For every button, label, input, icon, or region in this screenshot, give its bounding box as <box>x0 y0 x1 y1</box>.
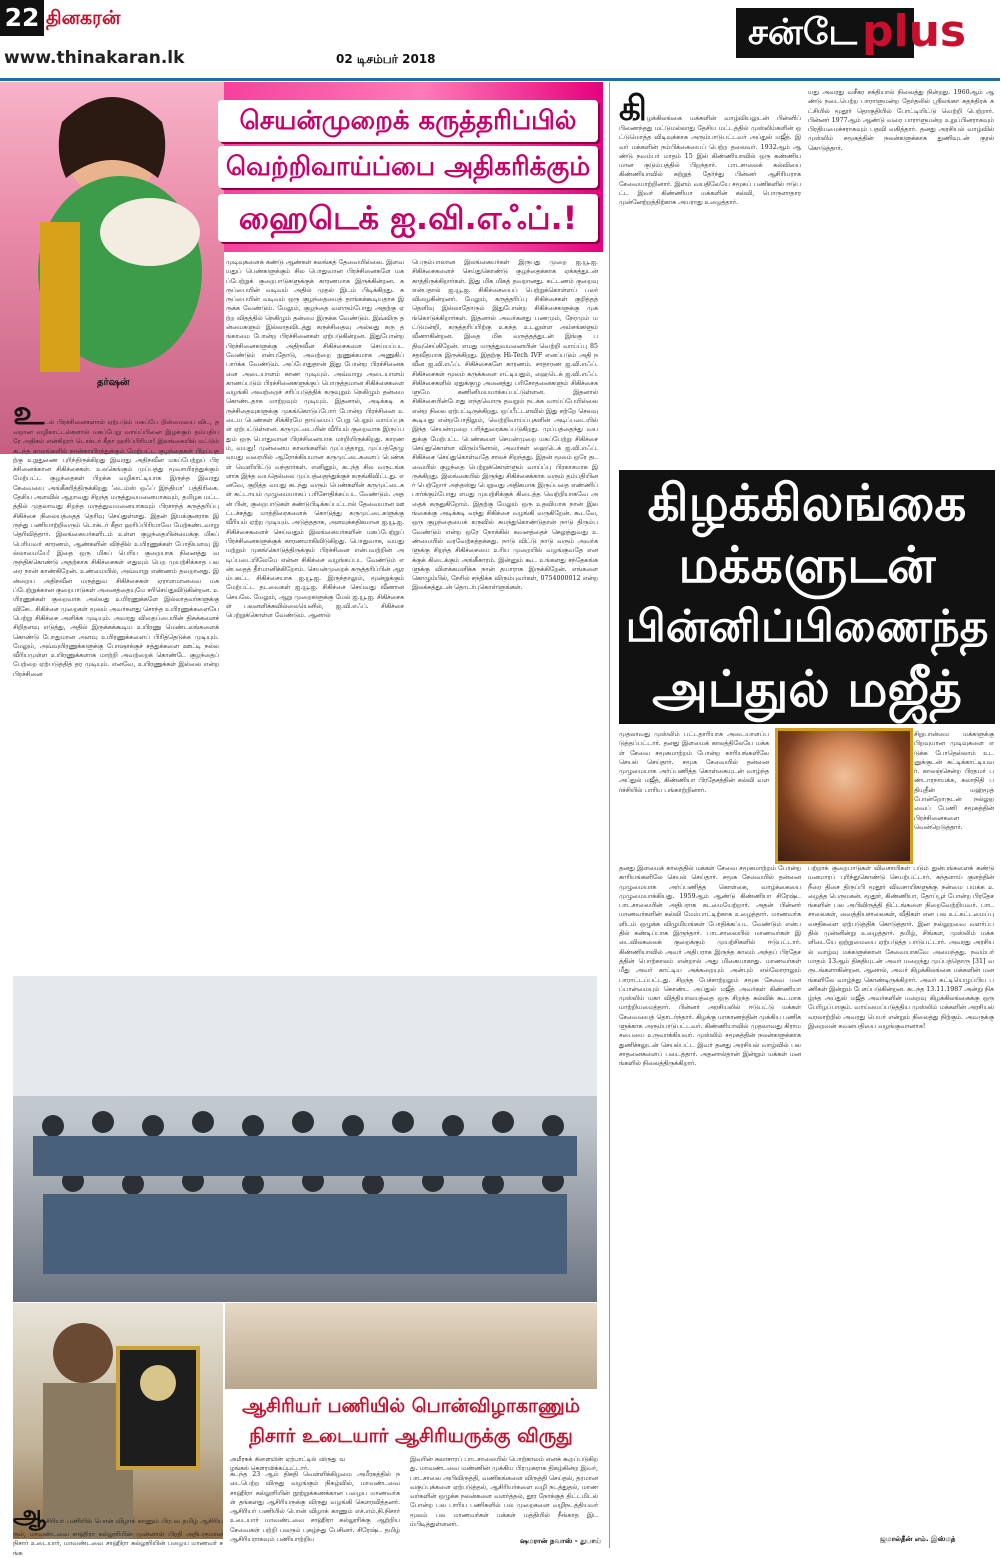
byline: தர்ஷன் <box>97 377 130 388</box>
majeed-credit: ஜமால்தீன் எம். இஸ்மத் <box>880 1535 956 1543</box>
section-logo-plus: plus <box>862 6 967 57</box>
page-number: 22 <box>0 0 44 36</box>
majeed-title <box>619 470 995 724</box>
award-column-2: கடந்த 23 ஆம் திகதி வெள்ளிக்கிழமை அமீரகத்தில் நடைபெற்ற விருது வழங்கும் நிகழ்வில், மாவண்டவை சாஹிரா கல்லூரியின் நூற்றுக்கணக்கான பழைய மாணவர்கள் தங்களது ஆசிரியருக்கு விருது வழங்கி கௌரவித்தனர். ஆசிரியர் பணியில் பொன் விழாக் காணும் எச்.எம்.நி.நிசார் உடையார் மாவண்டவை சாஹிரா கல்லூரிக்கு ஆற்றிய சேவைகள் பற்றி பலரும் புகழ்ந்து பேசினர். சிரேஷ்ட தமிழ் ஆசிரியராகவும் பணியாற்றிய <box>230 1471 403 1544</box>
article1-column-1: உடல் பிரச்சினைகளால் ஏற்படும் மகப்பே றின்மையை விட, தவறான வழிகாட்டல்களால் மகப்பேறு வாய்ப்பினை இழக்கும் தம்பதியரே அதிகம் என்கிறார் டொக்டர் கீதா ஹரிப்பிரியா! இலங்கையில் மட்டும் கடந்த காலங்களில் நான்காயிரத்துக்கும் மேற்பட்ட குழந்தைகள் பிறப்பதற்கு உறுதுணை புரிந்திருக்கிறது இவரது அதிநவீன மகப்பேற்றுப் பிரச்சினைக்கான சிகிச்சைகள். உலகெங்கும் முப்பத்து மூவாயிரத்துக்கும் மேற்பட்ட குழந்தைகள் பிறக்க வழிகாட்டியாக இருந்த இவரது சேவையை அங்கீகரித்திருக்கிறது 'டைம்ஸ் ஒஃப் இந்தியா' பத்திரிகை. தேசிய அளவில் ஆறாவது சிறந்த மருத்துவமனையாகவும், தமிழக மட்டத்தில் முதலாவது சிறந்த மருத்துவமனையாகவும் பிரசாந்த் கருத்தரிப்பு சிகிச்சை நிலையத்தைத் தெரிவு செய்துள்ளது. இதன் இயக்குனராக இருந்து பணியாற்றிவரும் டொக்டர் கீதா ஹரிப்பிரியாவே மேற்கண்டவாறு தெரிவித்தார். இலங்கையர்களிடம் உள்ள குழந்தையின்மைக்கு மிகப் பெரியவர் காரணம், ஆண்களின் விந்தில் உயிரணுக்கள் போதியளவு இல்லாமையே! இதை ஒரு மிகப் பெரிய குறையாக நினைத்து வருந்திக்கொண்டு அதற்காக சிகிச்சைகள் எதுவும் பெற முயற்சிக்காத பலரை நான் காண்கிறேன். உண்மையில், அவ்வாறு எண்ணம் தவறானது. இன்றைய அதிநவீன மருத்துவ சிகிச்சைகள் ஏராளமானவை மகப்பேற்றுக்கான குறைபாடுகள் அனைத்தையுமே சரிசெய்துவிடுகின்றன. உயிரணுக்கள் குறைவாக அல்லது உயிரணுக்களே இல்லாதவர்களுக்கு விசேட சிகிச்சை முறைகள் மூலம் அவர்களது சொந்த உயிரணுக்களையே பெற்று சிகிச்சை அளிக்க முடியும். அவரது விதைப்பையின் திசுக்களைச் சிறிதளவு எடுத்து, அதில் இருக்கக்கூடிய உயிரணு மெண்டலங்களைக் கொண்டு போதுமான அளவு உயிரணுக்களைப் பிரித்தெடுக்க முடியும். மேலும், அவ்வுயிரணுக்களுக்கு போஷாக்குச் சத்துக்களை ஊட்டி நல்ல வீரியமுள்ள உயிரணுக்களாக மாற்றி அவற்றைக் கொண்டே குழந்தைப் பேற்றை ஏற்படுத்தித் தர முடியும். எனவே, உயிரணுக்கள் இல்லை என்ற பிரச்சினை <box>13 393 222 678</box>
newspaper-logo: தினகரன் <box>46 7 121 29</box>
headline-line-1: செயன்முறைக் கருத்தரிப்பில் <box>218 100 598 142</box>
majeed-mid-column-1: முதலாவது முஸ்லிம் பட்டதாரியாக அடையாளப்படுத்தப்பட்டார். தனது இளமைக் காலத்திலேயே மக்கள் சேவை சமூகமாற்றம் போன்ற காரியங்களிலே செயல் செய்தார். சமூக சேவையில் தன்னை முழுமையாக அர்ப்பணித்த கொள்கையுடன் வாழ்ந்த அப்துல் மஜீத், கிண்ணியா பிரதேசத்தின் கல்வி வளர்ச்சியில் பாரிய பங்காற்றினார். <box>619 731 772 794</box>
majeed-top-column-2: யது அவரது வசீகர சக்தியால் நிலைத்து நின்றது. 1960ஆம் ஆண்டு நடைபெற்ற பாராளுமன்ற தேர்தலில் ஸ்ரீலங்கா சுதந்திரக் கட்சியில் மூதூர் தொகுதியில் போட்டியிட்டு வெற்றி பெற்றார். பின்னர் 1977ஆம் ஆண்டு வரை பாராளுமன்ற உறுப்பினராகவும் பிரதியமைச்சராகவும் பதவி வகித்தார். தனது அரசியல் வாழ்வில் முஸ்லிம் சமூகத்தின் நலன்களுக்காக துணிவுடன் குரல் கொடுத்தார். <box>808 89 997 152</box>
headline-line-3: ஹைடெக் ஐ.வி.எஃப்.! <box>218 194 598 242</box>
dropcap: உ <box>13 393 44 433</box>
majeed-mid-column-2: சிறுபான்மை மக்களுக்கு பிறவுயான முடிவுகளை எடுக்க போதெல்லாம் உடனுக்குடன் சுட்டிக்காட்டியவர். காலஞ்சென்ற பிரதமர் பண்டாரநாயக்க, கலாநிதி பதியுதீன் மஹ்மூத் போன்றோருடன் நல்லுறவைப் பேணி சமூகத்தின் பிரச்சினைகளை வென்றெடுத்தார். <box>914 731 997 831</box>
site-url[interactable]: www.thinakaran.lk <box>4 48 185 68</box>
masthead-rule <box>0 78 1000 81</box>
headline-line-2: வெற்றிவாய்ப்பை அதிகரிக்கும் <box>218 146 598 188</box>
award-credit: ஷமரான் நவாஸ் - துபாய் <box>520 1537 602 1545</box>
group-photo <box>13 976 597 1302</box>
award-headline-line-2: நிசார் உடையார் ஆசிரியருக்கு விருது <box>249 1425 573 1447</box>
majeed-long-column-1: தனது இளமைக் காலத்தில் மக்கள் சேவை சமூகமாற்றம் போன்ற காரியங்களிலே செயல் செய்தார். சமூக சேவையில் தன்னை முழுமையாக அர்ப்பணித்த கொள்கை, வாழ்க்கையை முழுமையாக்கியது. 1959ஆம் ஆண்டு கிண்ணியா சிரேஷ்ட பாடசாலையின் அதிபராக கடமையேற்றார். அதன் பின்னர் மாணவர்களின் கல்வி மேம்பாட்டிற்காக உழைத்தார். மாணவர்களிடம் ஒழுக்க விழுமியங்கள் போதிக்கப்பட வேண்டும் என்பதில் கண்டிப்பாக இருந்தார். பாடசாலையில் மாணவர்கள் இடைவிலகலைக் குறைக்கும் முயற்சிகளில் ஈடுபட்டார். கிண்ணியாவில் அவர் அதிபராக இருந்த காலம் அந்தப் பிரதேசத்தின் பொற்காலம் என்றால் அது மிகையாகாது. மாணவர்கள் மீது அவர் காட்டிய அக்கறையும் அன்பும் எல்லோராலும் பாராட்டப்பட்டது. சிறந்த பேச்சாற்றலும் சமூக சேவை மனப்பான்மையும் கொண்ட அப்துல் மஜீத் அவர்கள் கிண்ணியா முஸ்லிம் மகா வித்தியாலயத்தை ஒரு சிறந்த கல்விக் கூடமாக மாற்றியமைத்தார். பின்னர் அரசியலில் ஈடுபட்டு மக்கள் சேவையைத் தொடர்ந்தார். கிழக்கு மாகாணத்தின் முக்கிய பணிகளுக்காக அரும்பாடுபட்டவர். கிண்ணியாவில் முதலாவது கிராம சபையை உருவாக்கியவர். முஸ்லிம் சமூகத்தின் நலன்களுக்காக துணிச்சலுடன் செயல்பட்ட இவர் தனது அரசியல் வாழ்வில் பல சாதனைகளைப் படைத்தார். அதனால்தான் இன்றும் மக்கள் மனங்களில் நிலைத்திருக்கிறார். <box>619 865 804 1068</box>
award-headline <box>225 1391 597 1453</box>
award-column-3: இவரின் கலாசாரப் பாடசாலையில் பொற்காலம் எனக் கூறப்படுகிறது. மாவண்டவை மண்ணின் முக்கிய பிரமுகராக திகழ்கின்ற இவர், பாடசாலை அபிவிருத்தி, வணிகங்களை விருத்தி செய்தல், தரமான வகுப்புக்களை ஏற்படுத்தல், ஆசிரியர்களை வழி நடத்துதல், மாணவர்களின் ஒழுக்க நலன்களை வளர்த்தல், தூர நோக்குத் திட்டமிடல் போன்ற பல பாரிய பணிகளில் பல முறைகளை வழிநடத்தியவர் மூலம் பல மாணவர்கள் மக்கள் மத்தியில் நீங்காத இடம்பிடித்துள்ளனர். <box>410 1456 601 1529</box>
award-dropcap: ஆ <box>13 1500 46 1530</box>
award-column-1: ஆசிரியர் பணியில் பொன் விழாக் காணும் பிரபல தமிழ் ஆசிரியரும், மாவண்டவை சாஹிரா கல்லூரியின் முன்னாள் பிரதி அதிபருமான நிசார் உடையார், மாவண்டவை சாஹிரா கல்லூரியின் பழைய மாணவர் சங்க <box>13 1500 226 1557</box>
group-photo-illustration <box>13 976 597 1302</box>
majeed-dropcap: கி <box>619 89 647 129</box>
majeed-long-column-2: பற்றாக் குறைபாடுகள் விவசாயிகள் படும் துன்பங்களைக் கண்டு மனமாரப் புரிந்துகொண்டு செயற்பட்டார். கந்தளாய் குளத்தின் நீரை திசை திருப்பி மூதூர் விவசாயிகளுக்கு நன்மை பயக்க உழைத்த பெருமகன். மூதூர், கிண்ணியா, தோப்பூர் போன்ற பிரதேசங்களின் பல அபிவிருத்தி திட்டங்களை நிறைவேற்றியவர். பாடசாலைகள், வைத்தியசாலைகள், வீதிகள் என பல உட்கட்டமைப்பு வசதிகளை ஏற்படுத்திக் கொடுத்தார். இன நல்லுறவை வளர்ப்பதில் முன்னின்று உழைத்தார். தமிழ், சிங்கள, முஸ்லிம் மக்களிடையே ஒற்றுமையை ஏற்படுத்த பாடுபட்டார். அவரது அரசியல் வாழ்வு மக்களுக்கான சேவையாகவே அமைந்தது. நவம்பர் மாதம் 13ஆம் திகதியுடன் அவர் மறைந்து முப்பத்தொரு [31] வருடங்களாகின்றன. ஆனால், அவர் கிழக்கிலங்கை மக்களின் மனங்களிலே வாழ்ந்து கொண்டிருக்கிறார். அவர் கட்டியெழுப்பிய பணிகள் இன்றும் பேசப்படுகின்றன. கடந்த 13.11.1987 அன்று நிகழ்ந்த அப்துல் மஜீத் அவர்களின் மறைவு கிழக்கிலங்கைக்கு ஒரு பேரிழப்பாகும். வாய்மைப்படுத்திய முஸ்லிம் மக்களின் அரசியல் வரலாற்றில் அவரது பெயர் என்றும் நிலைத்து நிற்கும். அவருக்கு இறைவன் சுவனபதியை வழங்குவானாக! <box>808 865 997 1031</box>
article1-column-3: பெரும்பாலான இலங்கையர்கள் இருபது முறை ஐ.யூ.ஐ. சிகிச்சைகளைச் செய்துகொண்டு குழந்தைக்காக ஏக்கத்துடன் காத்திருக்கிறார்கள். இது மிக மிகத் தவறானது. கட்டணம் குறைவு என்பதால் ஐ.யூ.ஐ. சிகிச்சையைப் பெற்றுக்கொள்ளப் பலர் விழைகின்றனர். மேலும், கருத்தரிப்பு சிகிச்சைகள் குறித்தத் தெளிவு இல்லாதோரும் இதுபோன்ற சிகிச்சைகளுக்கு முகங்கொடுக்கிறார்கள். இதனால் அவர்களது பணமும், நேரமும் மட்டுமன்றி, கருத்தரிப்பிற்கு உகந்த உடலுள்ள அம்சங்களும் வீணாகின்றன. இதை மிக வருத்தத்துடன் இங்கு பதிவுசெய்கிறேன். எமது மருத்துவமனையின் வெற்றி வாய்ப்பு 85 சதவீதமாக இருக்கிறது. இதற்கு Hi-Tech IVF எனப்படும் அதி நவீன ஐ.வி.எஃப். சிகிச்சைகளே காரணம். சாதாரண ஐ.வி.எஃப். சிகிச்சைகள் மூலம் கருக்களை எட்டியதும், ஹைடெக் ஐ.வி.எஃப். சிகிச்சைகளில் ஏதுக்குழு அனைத்து பரிசோதனைகளும் சிகிச்சைகளுமே கணினிமயமாக்கப்பட்டுள்ளன. இதனால் சிகிச்சையின்போது எந்தவொரு தவறும் நடக்க வாய்ப்பேயில்லை என்ற நிலை ஏற்பட்டிருக்கிறது. ஒப்பீட்டளவில் இது சற்றே செலவு கூடியது என்றபோதிலும், வெற்றிவாய்ப்புகளின் அடிப்படையில் இந்த செயன்முறை பரிந்துரைக்கப்படுகிறது. முப்பத்தைந்து வயதுக்கு மேற்பட்ட பெண்களை செயன்முறை மகப்பேற்று சிகிச்சை செய்துகொள்ள விரும்பினால், அவர்கள் ஹைடெக் ஐ.வி.எஃப். சிகிச்சை செய்துகொள்வதே சாலச் சிறந்தது. இதன் மூலம் ஒரே தடவையில் குழந்தை பெற்றுக்கொள்ளும் வாய்ப்பு பிரகாசமாக இருக்கிறது. இலங்கையில் இருந்து சிகிச்சைக்காக வரும் தம்பதியினர் பெற்றோர் அந்தஸ்து பெறுவது அதிகமாக இருப்பதை எண்ணிப் பார்க்கும்போது எமது முயற்சிக்குக் கிடைத்த வெற்றியாகவே அதைக் கருதுகிறோம். இதற்கு மேலும் ஒரு உதவியாக நான் இலங்கைக்கு அடிக்கடி வந்து சிகிச்சை வழங்கி வருகிறேன். கூடவே, ஒரு குழந்தையைக் கருவில் சுமந்துகொண்டுதான் நாடு திரும்ப வேண்டும் என்ற ஒரே நோக்கில் கவனத்தைச் செலுத்துவது உண்மையில் வரவேற்கத்தக்கது. நாடு விட்டு நாடு வரும் அவர்களுக்கு சிறந்த சிகிச்சையை உரிய முறையில் வழங்குவதே எனக்குக் கிடைக்கும் அங்கீகாரம். இன்னும் கூட உங்களது சந்தேகங்களுக்கு விளக்கமளிக்க நான் தயாராக இருக்கிறேன். எங்களை கொழும்பில், நேரில் சந்திக்க விரும்புவர்கள், 0754000012 என்ற இலக்கத்துடன் தொடர்புகொள்ளுங்கள். <box>412 259 601 592</box>
section-logo-sunday: சன்டே <box>736 8 914 58</box>
article1-column-2: முடிவுகளைக் கண்டு ஆண்கள் கலங்கத் தேவையில்லை. இளவயதுப் பெண்களுக்கும் சில பொதுவான பிரச்சினைகளே மகப்பேற்றுக் குறைபாடுகளுக்குக் காரணமாக இருக்கின்றன. கருப்பையின் வடிவம் அதில் முதல் இடம் பிடிக்கிறது. கருப்பையின் வடிவம் ஒரு குழந்தையைத் தாங்கக்கூடியதாக இருக்க வேண்டும். மேலும், குழந்தை வளரும்போது அதற்கு ஏற்ற விதத்தில் நெகிழும் தன்மை இருக்க வேண்டும். இவ்விரு தன்மைகளும் இல்லாதவிடத்து கருச்சிதைவு அல்லது கரு தங்காமை போன்ற பிரச்சினைகள் ஏற்படுகின்றன. இதுபோன்ற பிரச்சினைகளுக்கு அதிநவீன சிகிச்சைகளை செய்யப்படவேண்டும் என்பதோடு, அவற்றை நுணுக்கமாக அணுகிப் பார்க்க வேண்டும். அப்போதுதான் இது போன்ற பிரச்சினைகளை அடையாளம் காண முடியும். அவ்வாறு அடையாளம் காணப்படும் பிரச்சினைகளுக்குப் பொருத்தமான சிகிச்சைகளை வழங்கி அவற்றைச் சரிப்படுத்திக் கருவுறும் நெகிழும் தன்மை கொண்டதாக மாற்றவும் முடியும். இதனால், அடிக்கடி கருச்சிதைவுகளுக்கு முகங்கொடுப்போர் போன்ற பிரச்சினை உடைய பெண்கள் சிக்கிரமே தாய்மைப் பேறு பெறும் வாய்ப்புகள் ஏற்பட்டுள்ளன. கருமுட்டையின் வீரியம் குறைவாக இருப்பதும் ஒரு பொதுவான பிரச்சினையாக மாறியிருக்கிறது. காரணம், வயது! முன்னைய காலங்களில் முப்பத்தாறு, முப்பத்தேழு வயது வரையில் ஆரோக்கியமான கருமுட்டைகளைப் பெண்கள் வெளியிட்டு வந்தார்கள். எனினும், கடந்த சில வருடங்களாக இந்த வயதெல்லை முப்பத்தைந்துக்குச் சுருங்கிவிட்டது. எனவே, குறித்த வயது கடந்து வரும் பெண்களின் கருமுட்டைகள் கட்டாயம் முழுமையாகப் பரிசோதிக்கப்பட வேண்டும். அதன் பின், குறைபாடுகள் கண்டுபிடிக்கப்பட்டால் தேவையான ஊட்டச்சத்து மாத்திரைகளைக் கொடுத்து கருமுட்டைகளுக்கு வீரியம் ஏற்ற முடியும். அடுத்ததாக, அளவுக்கதிகமான ஐ.யூ.ஐ. சிகிச்சைகளைச் செய்வதும் இலங்கையர்களின் மகப்பேற்றுப் பிரச்சினைகளுக்குக் காரணமாகிவிடுகிறது. பொதுவாக, வயது மற்றும் முகங்கொடுத்திருக்கும் பிரச்சினை என்பவற்றின் அடிப்படையிலேயே என்ன சிகிச்சை வழங்கப்பட வேண்டும் என்பதைத் தீர்மானிக்கிறோம். செயன்முறைக் கருத்தரிப்பின் ஆரம்பகட்ட சிகிச்சையாக ஐ.யூ.ஐ. இருந்தாலும், மூன்றுக்கும் மேற்பட்ட தடவைகள் ஐ.யூ.ஐ. சிகிச்சை செய்வது வீணான செயலே. மேலும், ஆறு முறைகளுக்கு மேல் ஐ.யூ.ஐ. சிகிச்சைகள் பலனளிக்கவில்லையெனில், ஐ.வி.எஃப். சிகிச்சை பெற்றுக்கொள்ள வேண்டும். ஆனால் <box>226 259 407 620</box>
issue-date: 02 டிசம்பர் 2018 <box>336 52 436 66</box>
award-ceremony-photo <box>225 1303 597 1389</box>
portrait-illustration <box>0 82 224 372</box>
majeed-title-line-4: அப்துல் மஜீத் <box>652 660 962 718</box>
majeed-title-line-3: பின்னிப்பிணைந்த <box>625 601 989 652</box>
majeed-title-line-2: மக்களுடன் <box>678 536 936 594</box>
majeed-top-column-1: கிழக்கிலங்கை மக்களின் வாழ்வியலுடன் பின்னிப் பிணைந்தது மட்டுமல்லாது தேசிய மட்டத்தில் முஸ்லிம்களின் ஒட்டுமொத்த விடிவுக்காக அரும்பாடுபட்டவர் அப்துல் மஜீத். இவர் மக்களின் நம்பிக்கையைப் பெற்ற தலைவர். 1932ஆம் ஆண்டு நவம்பர் மாதம் 15 இல் கிண்ணியாவில் ஒரு கண்ணியமான குடும்பத்தில் பிறந்தார். பாடசாலைக் கல்வியை கிண்ணியாவில் கற்றுத் தேர்ந்து பின்னர் ஆசிரியராக சேவையாற்றினார். இளம் வயதிலேயே சமூகப் பணிகளில் ஈடுபட்ட இவர் கிண்ணியா மக்களின் கல்வி, பொருளாதார முன்னேற்றத்திற்காக அயராது உழைத்தார். <box>619 89 804 207</box>
majeed-portrait <box>775 728 913 864</box>
award-photo-caption: அமீரகக் கிளையின் ஏற்பாட்டில் விருது வழங்கல் கௌரவிக்கப்பட்டார். <box>230 1456 345 1473</box>
award-headline-line-1: ஆசிரியர் பணியில் பொன்விழாகாணும் <box>242 1395 580 1417</box>
majeed-title-line-1: கிழக்கிலங்கை <box>647 474 967 532</box>
